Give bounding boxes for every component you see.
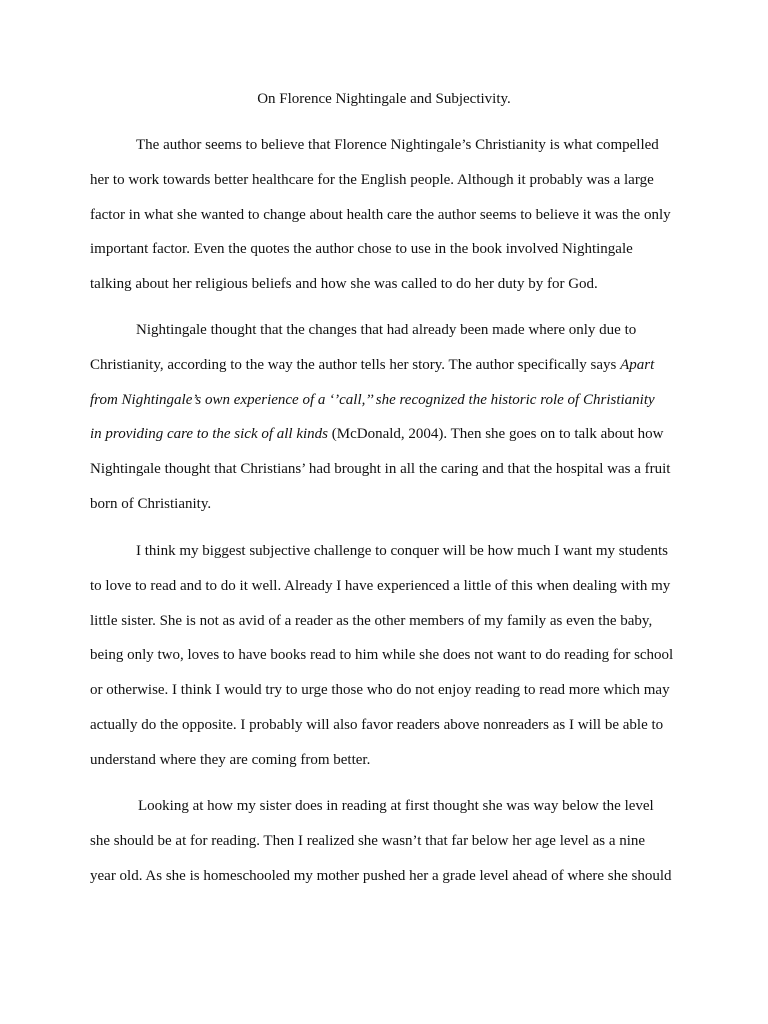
paragraph-line [90, 417, 690, 452]
paragraph-line: understand where they are coming from better. [90, 751, 371, 768]
paragraph-2 [90, 313, 690, 522]
paragraph-3 [90, 534, 690, 778]
quote-text: in providing care to the sick of all kinds [90, 426, 329, 443]
paragraph-line: talking about her religious beliefs and how she was called to do her duty by for God. [90, 276, 598, 293]
paragraph-line: Nightingale thought that Christians’ had brought in all the caring and that the hospital was a fruit [90, 461, 671, 478]
paragraph-line: being only two, loves to have books read to him while she does not want to do reading for school [90, 647, 674, 664]
paragraph-line: actually do the opposite. I probably will also favor readers above nonreaders as I will be able to [90, 716, 664, 733]
body-text: (McDonald, 2004). Then she goes on to talk about how [328, 426, 664, 443]
quote-text: Apart [620, 356, 655, 373]
paragraph-line: born of Christianity. [90, 495, 212, 512]
paragraph-line: year old. As she is homeschooled my mother pushed her a grade level ahead of where she should [90, 867, 672, 884]
paragraph-4 [90, 789, 690, 893]
body-text: Christianity, according to the way the author tells her story. The author specifically says [90, 356, 621, 373]
paragraph-line: to love to read and to do it well. Already I have experienced a little of this when dealing with my [90, 577, 671, 594]
paragraph-line: important factor. Even the quotes the author chose to use in the book involved Nightingale [90, 241, 633, 258]
document-title: On Florence Nightingale and Subjectivity. [257, 91, 511, 107]
paragraph-line: The author seems to believe that Florence Nightingale’s Christianity is what compelled [136, 137, 659, 153]
paragraph-line [90, 348, 690, 383]
paragraph-line: Looking at how my sister does in reading at first thought she was way below the level [138, 798, 654, 814]
paragraph-1 [90, 128, 690, 302]
paragraph-line: her to work towards better healthcare for the English people. Although it probably was a large [90, 171, 654, 188]
paragraph-line: Nightingale thought that the changes that had already been made where only due to [136, 322, 637, 338]
paragraph-line: factor in what she wanted to change about health care the author seems to believe it was the only [90, 206, 671, 223]
paragraph-line: little sister. She is not as avid of a reader as the other members of my family as even the baby, [90, 612, 653, 629]
paragraph-line: she should be at for reading. Then I realized she wasn’t that far below her age level as a nine [90, 832, 646, 849]
paragraph-line: or otherwise. I think I would try to urge those who do not enjoy reading to read more which may [90, 682, 670, 699]
paragraph-line: I think my biggest subjective challenge to conquer will be how much I want my students [136, 543, 668, 559]
quote-line: from Nightingale’s own experience of a ‘’call,’’ she recognized the historic role of Christianity [90, 391, 655, 408]
